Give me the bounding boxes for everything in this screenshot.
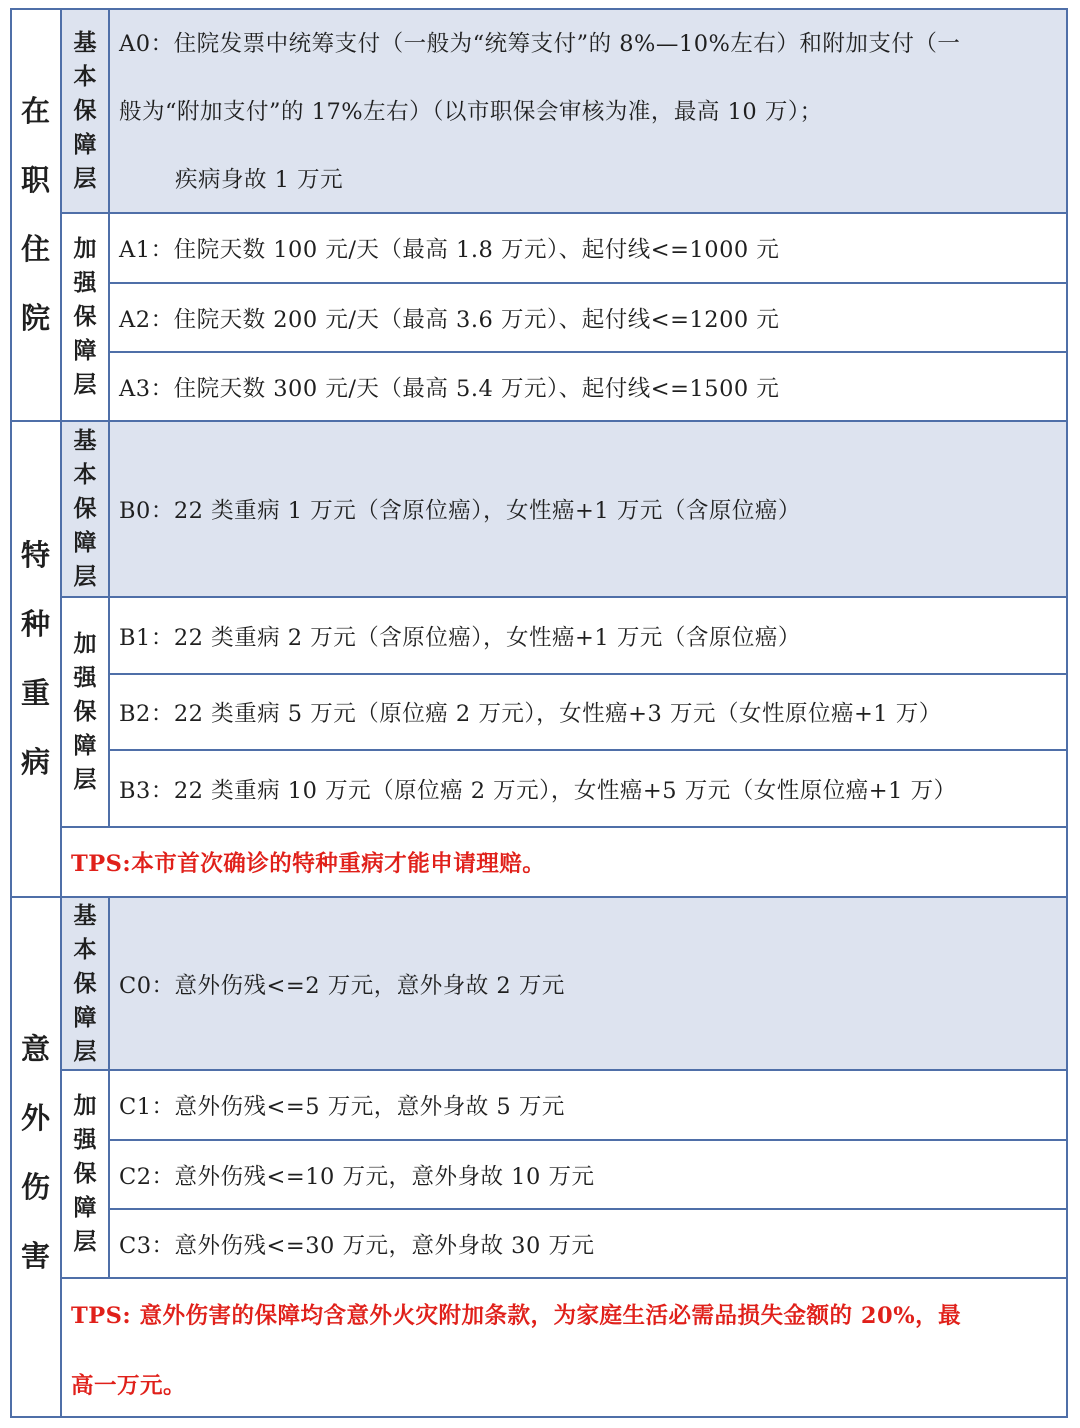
rule-c1 <box>108 1139 1068 1141</box>
accident-tips-line-2: 高一万元。 <box>71 1373 187 1399</box>
section-accident: 意 外 伤 害 <box>20 1032 50 1273</box>
plan-b3: B3：22 类重病 10 万元（原位癌 2 万元），女性癌+5 万元（女性原位癌+1 万） <box>119 777 957 804</box>
accident-tips-line-1: TPS: 意外伤害的保障均含意外火灾附加条款，为家庭生活必需品损失金额的 20%，最 <box>71 1303 962 1329</box>
tier-basic-accident: 基 本 保 障 层 <box>73 901 97 1065</box>
a0-line-1: A0：住院发票中统筹支付（一般为“统筹支付”的 8%—10%左右）和附加支付（一 <box>119 31 961 57</box>
border-right <box>1066 8 1068 1418</box>
rule-b3 <box>60 826 1068 828</box>
border-top <box>10 8 1068 10</box>
tier-enhanced-accident: 加 强 保 障 层 <box>73 1092 97 1255</box>
border-left <box>10 8 12 1418</box>
section-hospital: 在 职 住 院 <box>20 93 50 335</box>
rule-c0 <box>60 1069 1068 1071</box>
rule-c3 <box>60 1277 1068 1279</box>
section-illness: 特 种 重 病 <box>20 538 50 779</box>
tier-enhanced-illness: 加 强 保 障 层 <box>73 630 97 793</box>
plan-b0: B0：22 类重病 1 万元（含原位癌），女性癌+1 万元（含原位癌） <box>119 498 801 524</box>
plan-c3: C3：意外伤残<=30 万元，意外身故 30 万元 <box>119 1232 595 1259</box>
divider-tier-upper <box>108 8 110 827</box>
divider-section <box>60 8 62 1418</box>
plan-b2: B2：22 类重病 5 万元（原位癌 2 万元），女性癌+3 万元（女性原位癌+1 万） <box>119 701 942 727</box>
plan-b1: B1：22 类重病 2 万元（含原位癌），女性癌+1 万元（含原位癌） <box>119 624 801 651</box>
plan-c0: C0：意外伤残<=2 万元，意外身故 2 万元 <box>119 972 565 999</box>
insurance-table <box>10 8 1068 1418</box>
rule-a0 <box>60 212 1068 214</box>
plan-a2: A2：住院天数 200 元/天（最高 3.6 万元）、起付线<=1200 元 <box>119 306 780 333</box>
rule-a2 <box>108 351 1068 353</box>
divider-tier-lower <box>108 897 110 1278</box>
tier-enhanced-hospital: 加 强 保 障 层 <box>73 235 97 398</box>
tier-basic-illness: 基 本 保 障 层 <box>73 427 97 590</box>
plan-a1: A1：住院天数 100 元/天（最高 1.8 万元）、起付线<=1000 元 <box>119 237 780 263</box>
rule-b2 <box>108 749 1068 751</box>
a0-line-3: 疾病身故 1 万元 <box>175 167 344 193</box>
plan-c1: C1：意外伤残<=5 万元，意外身故 5 万元 <box>119 1094 565 1120</box>
plan-c2: C2：意外伤残<=10 万元，意外身故 10 万元 <box>119 1163 595 1190</box>
rule-section-2 <box>10 896 1068 898</box>
rule-b1 <box>108 673 1068 675</box>
rule-c2 <box>108 1208 1068 1210</box>
tier-basic-hospital: 基 本 保 障 层 <box>73 28 97 192</box>
plan-a3: A3：住院天数 300 元/天（最高 5.4 万元）、起付线<=1500 元 <box>119 375 780 402</box>
border-bottom <box>10 1416 1068 1418</box>
rule-b0 <box>60 596 1068 598</box>
illness-tips: TPS:本市首次确诊的特种重病才能申请理赔。 <box>71 851 546 877</box>
rule-section-1 <box>10 420 1068 422</box>
rule-a1 <box>108 282 1068 284</box>
a0-line-2: 般为“附加支付”的 17%左右）（以市职保会审核为准，最高 10 万）； <box>119 99 823 125</box>
